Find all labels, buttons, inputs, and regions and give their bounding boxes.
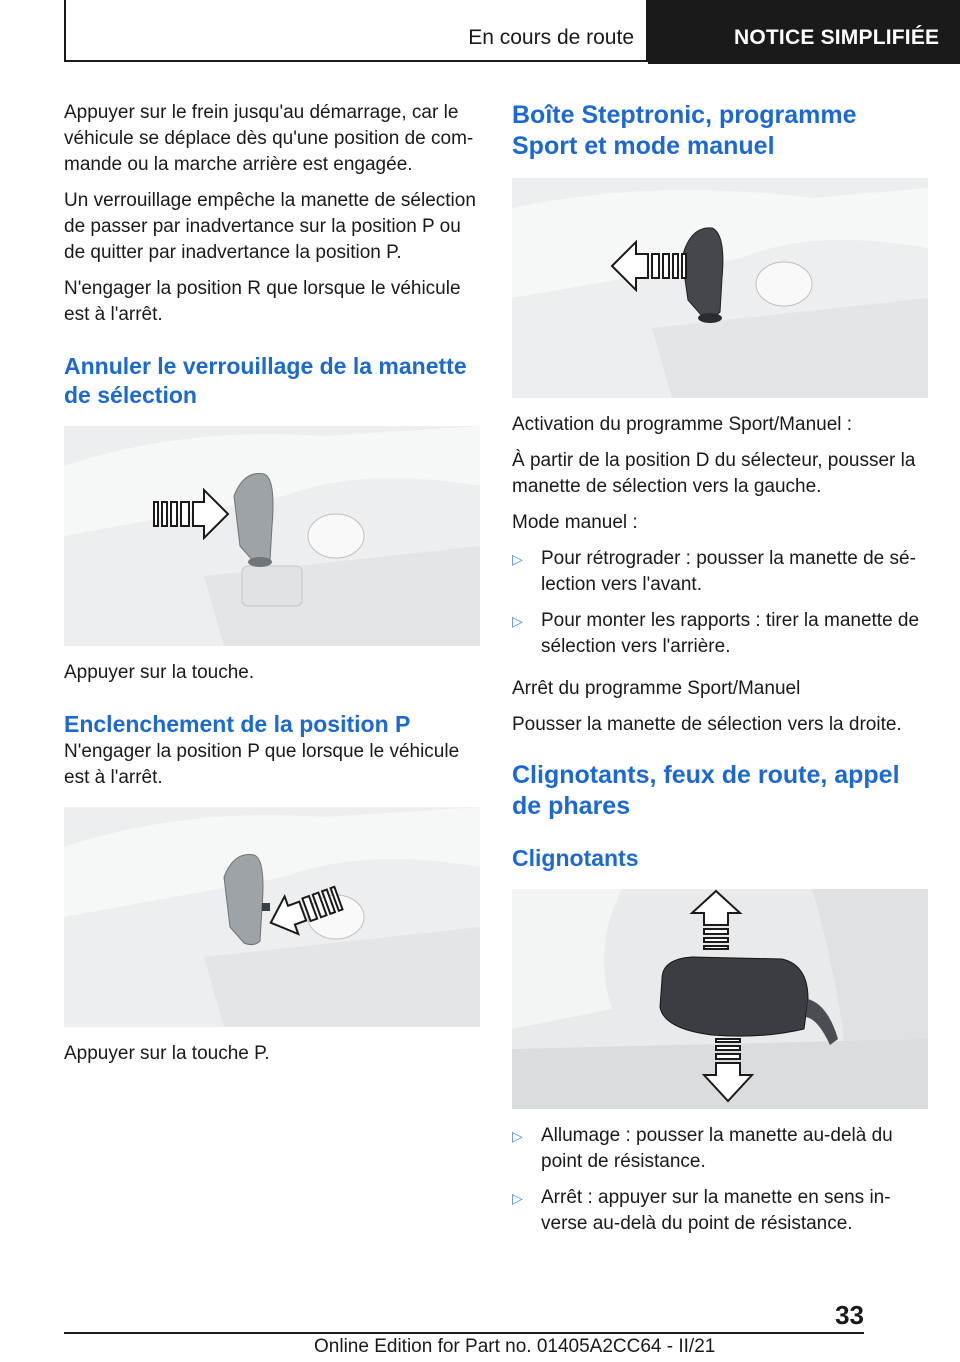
header-section-box: [64, 0, 648, 62]
activation-detail: À partir de la position D du sélecteur, pousser la manette de sélection vers la gauche.: [512, 450, 916, 497]
edition-note: Online Edition for Part no. 01405A2CC64 - II/21: [314, 1336, 716, 1357]
brake-paragraph: Appuyer sur le frein jusqu'au démarrage, car le véhicule se déplace dès qu'une position de com‐ mande ou la marche arrière est engagée.: [64, 102, 474, 175]
bullet-triangle-icon: ▷: [512, 551, 523, 567]
heading-steptronic: Boîte Steptronic, programme Sport et mode manuel: [512, 101, 857, 160]
heading-park-position: Enclenchement de la position P: [64, 711, 411, 737]
header-chapter-tab: NOTICE SIMPLIFIÉE: [648, 0, 960, 64]
unlock-caption: Appuyer sur la touche.: [64, 662, 255, 683]
heading-unlock-selector: Annuler le verrouillage de la manette de sélection: [64, 353, 467, 408]
figure-indicator-stalk: [512, 889, 928, 1109]
reverse-paragraph: N'engager la position R que lorsque le véhicule est à l'arrêt.: [64, 278, 461, 325]
indicator-list: [512, 1123, 928, 1237]
list-item: ▷ Pour monter les rapports : tirer la manette de sélection vers l'arrière.: [512, 610, 920, 657]
activation-label: Activation du programme Sport/Manuel :: [512, 414, 853, 435]
park-caption: Appuyer sur la touche P.: [64, 1043, 270, 1064]
park-paragraph: N'engager la position P que lorsque le véhicule est à l'arrêt.: [64, 741, 460, 788]
page-number: 33: [835, 1300, 864, 1330]
bullet-triangle-icon: ▷: [512, 1190, 523, 1206]
list-item: ▷ Pour rétrograder : pousser la manette de sé‐ lection vers l'avant.: [512, 548, 916, 595]
manual-mode-label: Mode manuel :: [512, 512, 638, 533]
page-header: [64, 0, 960, 64]
figure-steptronic-sport: [512, 178, 928, 398]
manual-mode-list: [512, 546, 928, 660]
footer-divider: [64, 1332, 864, 1334]
header-section-title: En cours de route: [468, 26, 634, 49]
right-column: [512, 100, 928, 1247]
stop-sport-label: Arrêt du programme Sport/Manuel: [512, 678, 801, 699]
heading-indicators: Clignotants: [512, 845, 639, 871]
list-item: ▷ Arrêt : appuyer sur la manette en sens in‐ verse au-delà du point de résistance.: [512, 1187, 891, 1234]
bullet-triangle-icon: ▷: [512, 1128, 523, 1144]
left-column: [64, 100, 480, 1077]
stop-sport-detail: Pousser la manette de sélection vers la droite.: [512, 714, 902, 735]
list-item: ▷ Allumage : pousser la manette au-delà du point de résistance.: [512, 1125, 893, 1172]
bullet-triangle-icon: ▷: [512, 613, 523, 629]
figure-unlock-button: [64, 426, 480, 646]
heading-lights: Clignotants, feux de route, appel de phares: [512, 761, 900, 820]
lock-paragraph: Un verrouillage empêche la manette de sélection de passer par inadvertance sur la position P ou de quitter par inadvertance la position P.: [64, 190, 476, 263]
figure-p-button: [64, 807, 480, 1027]
